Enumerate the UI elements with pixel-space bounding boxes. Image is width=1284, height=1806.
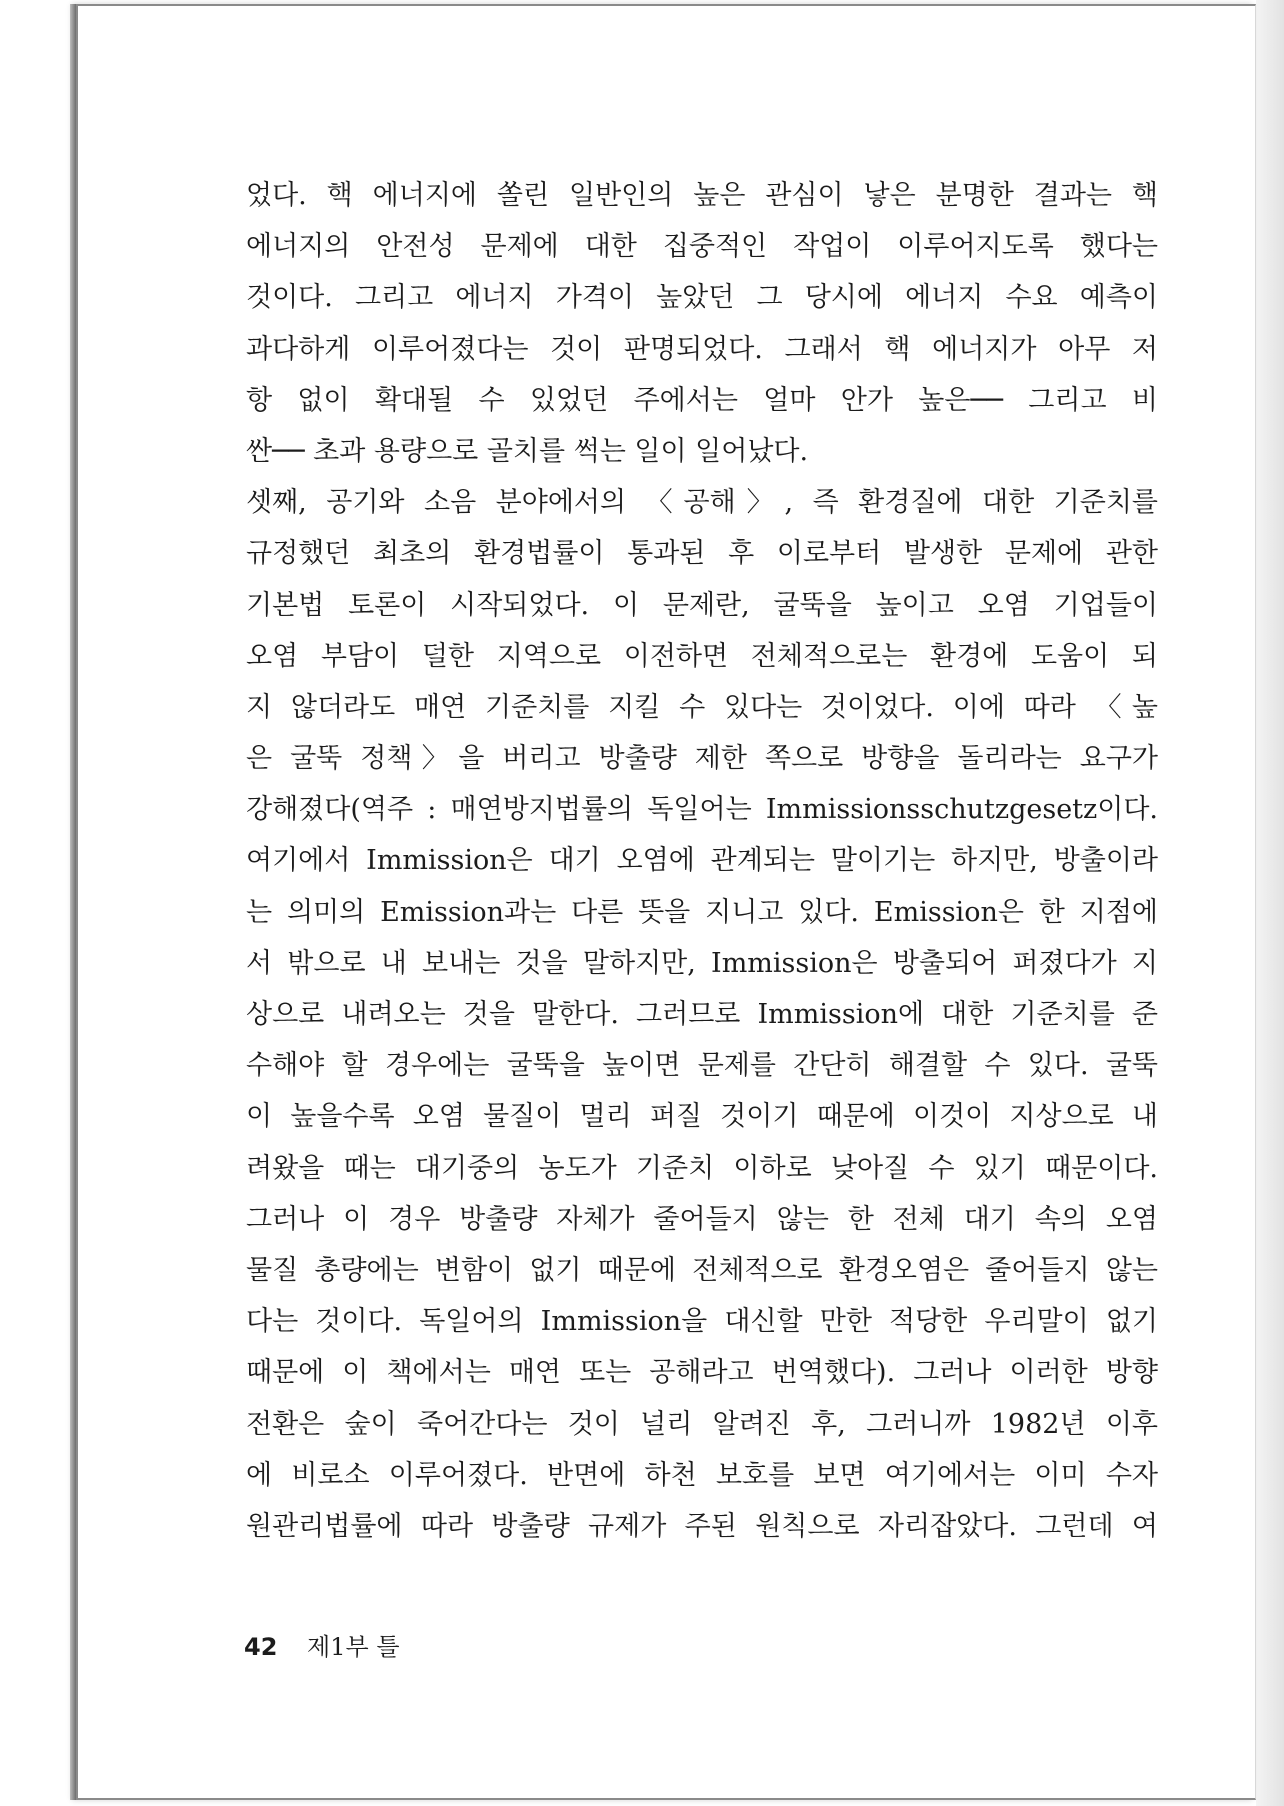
text-line-12: 은 굴뚝 정책〉을 버리고 방출량 제한 쪽으로 방향을 돌리라는 요구가 — [246, 743, 1158, 775]
page-number: 42 — [244, 1633, 278, 1661]
text-line-8: 규정했던 최초의 환경법률이 통과된 후 이로부터 발생한 문제에 관한 — [246, 538, 1158, 570]
page-footer — [244, 1630, 400, 1664]
text-line-20: 려왔을 때는 대기중의 농도가 기준치 이하로 낮아질 수 있기 때문이다. — [246, 1152, 1158, 1184]
running-head: 제1부 틀 — [307, 1633, 400, 1661]
text-line-10: 오염 부담이 덜한 지역으로 이전하면 전체적으로는 환경에 도움이 되 — [246, 640, 1158, 672]
text-line-7: 셋째, 공기와 소음 분야에서의 〈공해〉, 즉 환경질에 대한 기준치를 — [246, 487, 1158, 519]
text-line-9: 기본법 토론이 시작되었다. 이 문제란, 굴뚝을 높이고 오염 기업들이 — [246, 589, 1158, 621]
text-line-13: 강해졌다(역주 : 매연방지법률의 독일어는 Immissionsschutzgesetz이다. — [246, 794, 1158, 826]
text-line-27: 원관리법률에 따라 방출량 규제가 주된 원칙으로 자리잡았다. 그런데 여 — [246, 1510, 1158, 1542]
text-line-26: 에 비로소 이루어졌다. 반면에 하천 보호를 보면 여기에서는 이미 수자 — [246, 1459, 1158, 1491]
text-line-6: 싼── 초과 용량으로 골치를 썩는 일이 일어났다. — [246, 435, 809, 467]
text-line-1: 었다. 핵 에너지에 쏠린 일반인의 높은 관심이 낳은 분명한 결과는 핵 — [246, 180, 1158, 211]
text-line-11: 지 않더라도 매연 기준치를 지킬 수 있다는 것이었다. 이에 따라 〈높 — [246, 691, 1158, 723]
text-line-22: 물질 총량에는 변함이 없기 때문에 전체적으로 환경오염은 줄어들지 않는 — [246, 1254, 1158, 1286]
text-line-17: 상으로 내려오는 것을 말한다. 그러므로 Immission에 대한 기준치를 준 — [246, 999, 1158, 1030]
text-line-23: 다는 것이다. 독일어의 Immission을 대신할 만한 적당한 우리말이 없기 — [246, 1306, 1158, 1338]
text-line-14: 여기에서 Immission은 대기 오염에 관계되는 말이기는 하지만, 방출이라 — [246, 845, 1158, 877]
text-line-21: 그러나 이 경우 방출량 자체가 줄어들지 않는 한 전체 대기 속의 오염 — [246, 1203, 1158, 1235]
text-line-18: 수해야 할 경우에는 굴뚝을 높이면 문제를 간단히 해결할 수 있다. 굴뚝 — [246, 1050, 1158, 1082]
text-line-2: 에너지의 안전성 문제에 대한 집중적인 작업이 이루어지도록 했다는 — [246, 231, 1158, 263]
text-line-3: 것이다. 그리고 에너지 가격이 높았던 그 당시에 에너지 수요 예측이 — [246, 282, 1158, 314]
text-line-25: 전환은 숲이 죽어간다는 것이 널리 알려진 후, 그러니까 1982년 이후 — [246, 1408, 1158, 1440]
text-line-5: 항 없이 확대될 수 있었던 주에서는 얼마 안가 높은── 그리고 비 — [246, 384, 1158, 416]
text-line-19: 이 높을수록 오염 물질이 멀리 퍼질 것이기 때문에 이것이 지상으로 내 — [246, 1101, 1158, 1133]
page-right-edge — [1256, 0, 1284, 1806]
text-line-4: 과다하게 이루어졌다는 것이 판명되었다. 그래서 핵 에너지가 아무 저 — [246, 333, 1158, 365]
text-line-16: 서 밖으로 내 보내는 것을 말하지만, Immission은 방출되어 퍼졌다가 지 — [246, 947, 1158, 979]
body-text — [246, 170, 1158, 1552]
text-line-24: 때문에 이 책에서는 매연 또는 공해라고 번역했다). 그러나 이러한 방향 — [246, 1357, 1158, 1389]
text-line-15: 는 의미의 Emission과는 다른 뜻을 지니고 있다. Emission은 한 지점에 — [246, 896, 1158, 928]
